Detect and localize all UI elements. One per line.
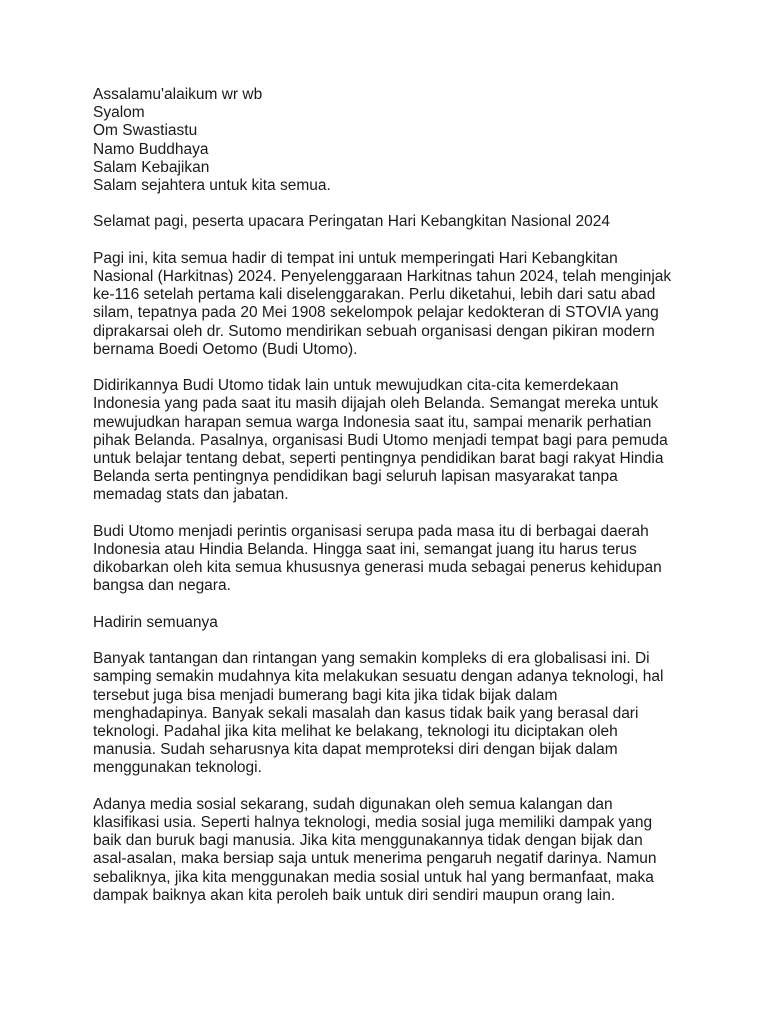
paragraph-2 bbox=[93, 377, 693, 504]
paragraph-line: mewujudkan harapan semua warga Indonesia saat itu, sampai menarik perhatian bbox=[93, 413, 652, 431]
paragraph-line: untuk belajar tentang debat, seperti pentingnya pendidikan barat bagi rakyat Hindia bbox=[93, 450, 664, 468]
paragraph-1 bbox=[93, 250, 693, 359]
paragraph-line: dikobarkan oleh kita semua khususnya generasi muda sebagai penerus kehidupan bbox=[93, 559, 662, 577]
paragraph-line: silam, tepatnya pada 20 Mei 1908 sekelompok pelajar kedokteran di STOVIA yang bbox=[93, 304, 659, 322]
paragraph-line: Didirikannya Budi Utomo tidak lain untuk mewujudkan cita-cita kemerdekaan bbox=[93, 377, 619, 395]
opening-text: Selamat pagi, peserta upacara Peringatan Hari Kebangkitan Nasional 2024 bbox=[93, 213, 611, 231]
greetings-block bbox=[93, 86, 693, 195]
greeting-line: Assalamu'alaikum wr wb bbox=[93, 86, 263, 103]
paragraph-3 bbox=[93, 523, 693, 596]
greeting-line: Om Swastiastu bbox=[93, 122, 198, 140]
paragraph-5 bbox=[93, 796, 693, 905]
paragraph-line: Budi Utomo menjadi perintis organisasi serupa pada masa itu di berbagai daerah bbox=[93, 522, 649, 540]
greeting-line: Syalom bbox=[93, 104, 145, 122]
paragraph-line: Belanda serta pentingnya pendidikan bagi seluruh lapisan masyarakat tanpa bbox=[93, 468, 618, 486]
paragraph-line: Indonesia atau Hindia Belanda. Hingga saat ini, semangat juang itu harus terus bbox=[93, 541, 637, 559]
paragraph-line: ke-116 setelah pertama kali diselenggarakan. Perlu diketahui, lebih dari satu abad bbox=[93, 286, 656, 304]
address-text: Hadirin semuanya bbox=[93, 613, 218, 631]
paragraph-line: tersebut juga bisa menjadi bumerang bagi kita jika tidak bijak dalam bbox=[93, 686, 558, 704]
address-line bbox=[93, 614, 693, 632]
paragraph-4 bbox=[93, 650, 693, 777]
document-page bbox=[93, 86, 693, 905]
paragraph-line: menghadapinya. Banyak sekali masalah dan kasus tidak baik yang berasal dari bbox=[93, 704, 639, 722]
paragraph-line: Nasional (Harkitnas) 2024. Penyelenggaraan Harkitnas tahun 2024, telah menginjak bbox=[93, 268, 672, 285]
paragraph-line: diprakarsai oleh dr. Sutomo mendirikan sebuah organisasi dengan pikiran modern bbox=[93, 322, 655, 340]
opening-line bbox=[93, 213, 693, 231]
paragraph-line: Indonesia yang pada saat itu masih dijajah oleh Belanda. Semangat mereka untuk bbox=[93, 395, 659, 413]
paragraph-line: pihak Belanda. Pasalnya, organisasi Budi Utomo menjadi tempat bagi para pemuda bbox=[93, 431, 668, 449]
greeting-line: Salam Kebajikan bbox=[93, 158, 210, 176]
paragraph-line: baik dan buruk bagi manusia. Jika kita menggunakannya tidak dengan bijak dan bbox=[93, 832, 643, 850]
paragraph-line: Pagi ini, kita semua hadir di tempat ini untuk memperingati Hari Kebangkitan bbox=[93, 249, 618, 267]
paragraph-line: samping semakin mudahnya kita melakukan sesuatu dengan adanya teknologi, hal bbox=[93, 668, 664, 686]
paragraph-line: bernama Boedi Oetomo (Budi Utomo). bbox=[93, 340, 358, 358]
paragraph-line: klasifikasi usia. Seperti halnya teknologi, media sosial juga memiliki dampak yang bbox=[93, 814, 653, 832]
paragraph-line: Banyak tantangan dan rintangan yang semakin kompleks di era globalisasi ini. Di bbox=[93, 650, 650, 668]
paragraph-line: asal-asalan, maka bersiap saja untuk menerima pengaruh negatif darinya. Namun bbox=[93, 850, 657, 868]
paragraph-line: Adanya media sosial sekarang, sudah digunakan oleh semua kalangan dan bbox=[93, 795, 613, 813]
paragraph-line: dampak baiknya akan kita peroleh baik untuk diri sendiri maupun orang lain. bbox=[93, 886, 616, 904]
greeting-line: Namo Buddhaya bbox=[93, 140, 209, 158]
paragraph-line: menggunakan teknologi. bbox=[93, 759, 262, 777]
paragraph-line: bangsa dan negara. bbox=[93, 577, 231, 595]
paragraph-line: memadag stats dan jabatan. bbox=[93, 486, 289, 504]
greeting-line: Salam sejahtera untuk kita semua. bbox=[93, 177, 331, 195]
paragraph-line: teknologi. Padahal jika kita melihat ke belakang, teknologi itu diciptakan oleh bbox=[93, 723, 618, 741]
paragraph-line: manusia. Sudah seharusnya kita dapat memproteksi diri dengan bijak dalam bbox=[93, 741, 618, 759]
paragraph-line: sebaliknya, jika kita menggunakan media sosial untuk hal yang bermanfaat, maka bbox=[93, 868, 654, 886]
